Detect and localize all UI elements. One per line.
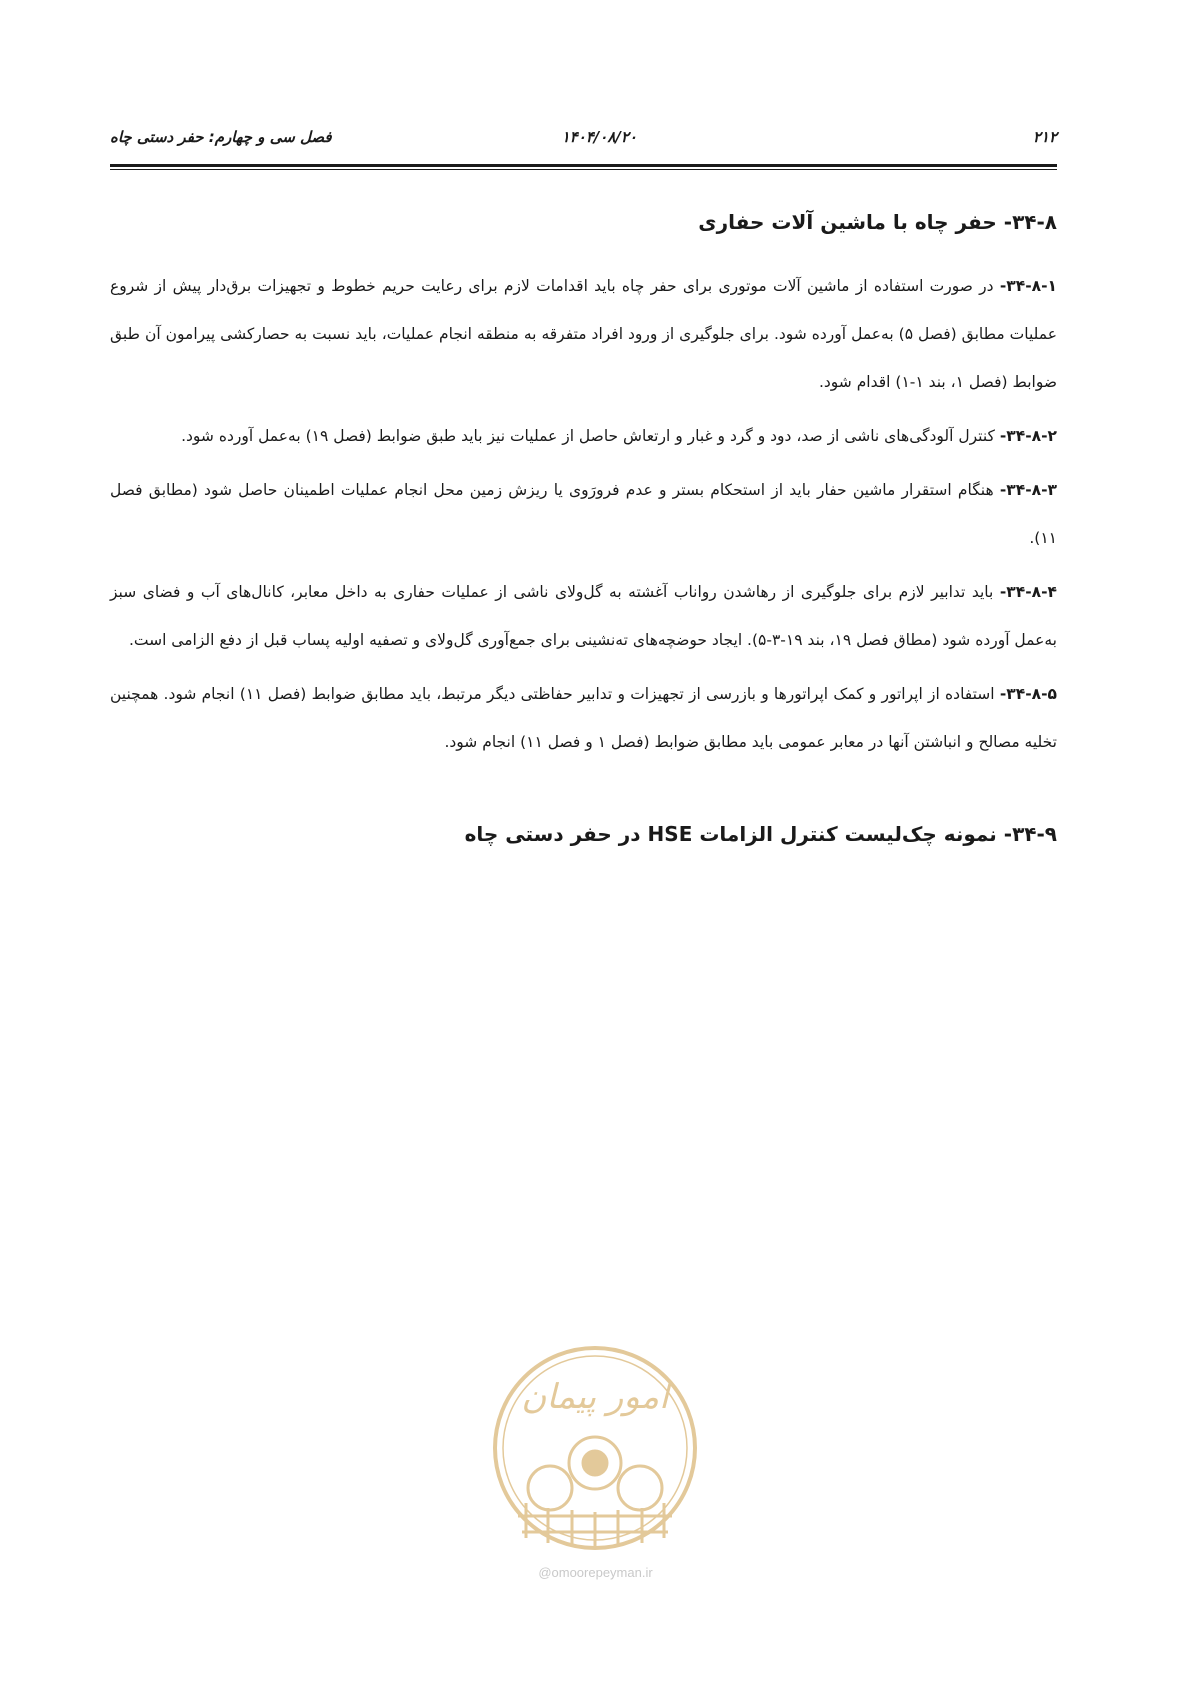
page-header — [110, 128, 1057, 158]
page-body — [110, 210, 1057, 846]
clause-text: باید تدابیر لازم برای جلوگیری از رهاشدن رواناب آغشته به گل‌ولای ناشی از عملیات حفاری به داخل معابر، کانال‌های آب و فضای سبز به‌عمل آورده شود (مطاق فصل ۱۹، بند ۱۹-۳-۵). ایجاد حوضچه‌های ته‌نشینی برای جمع‌آوری گل‌ولای و تصفیه اولیه پساب قبل از دفع الزامی است. — [110, 583, 1057, 649]
header-rule-thick — [110, 164, 1057, 167]
section-heading-34-8: ۳۴-۸- حفر چاه با ماشین آلات حفاری — [698, 210, 1057, 234]
paragraph-34-8-5 — [110, 670, 1057, 766]
watermark-logo — [488, 1338, 703, 1563]
paragraph-34-8-4 — [110, 568, 1057, 664]
paragraph-34-8-1 — [110, 262, 1057, 406]
clause-text: هنگام استقرار ماشین حفار باید از استحکام بستر و عدم فرورَوی یا ریزش زمین محل انجام عملیات اطمینان حاصل شود (مطابق فصل ۱۱). — [110, 481, 1057, 547]
clause-number: ۳۴-۸-۱- — [999, 277, 1057, 295]
clause-number: ۳۴-۸-۴- — [999, 583, 1057, 601]
watermark-logo-text: امور پیمان — [521, 1377, 669, 1417]
section-heading-34-9: ۳۴-۹- نمونه چک‌لیست کنترل الزامات HSE در حفر دستی چاه — [464, 822, 1057, 846]
clause-number: ۳۴-۸-۵- — [999, 685, 1057, 703]
clause-text: کنترل آلودگی‌های ناشی از صد، دود و گرد و غبار و ارتعاش حاصل از عملیات نیز باید طبق ضوابط (فصل ۱۹) به‌عمل آورده شود. — [181, 427, 1000, 445]
paragraph-34-8-3 — [110, 466, 1057, 562]
page-number: ۲۱۲ — [1032, 128, 1057, 146]
header-rule-thin — [110, 169, 1057, 170]
clause-number: ۳۴-۸-۳- — [999, 481, 1057, 499]
header-date: ۱۴۰۴/۰۸/۲۰ — [561, 128, 637, 146]
clause-number: ۳۴-۸-۲- — [999, 427, 1057, 445]
chapter-title: فصل سی و چهارم: حفر دستی چاه — [110, 128, 332, 146]
clause-text: استفاده از اپراتور و کمک اپراتورها و بازرسی از تجهیزات و تدابیر حفاظتی دیگر مرتبط، باید مطابق ضوابط (فصل ۱۱) انجام شود. همچنین تخلیه مصالح و انباشتن آنها در معابر عمومی باید مطابق ضوابط (فصل ۱ و فصل ۱۱) انجام شود. — [110, 685, 1057, 751]
paragraph-34-8-2 — [110, 412, 1057, 460]
watermark-url: @omoorepeyman.ir — [538, 1565, 653, 1580]
clause-text: در صورت استفاده از ماشین آلات موتوری برای حفر چاه باید اقدامات لازم برای رعایت حریم خطوط و تجهیزات برق‌دار پیش از شروع عملیات مطابق (فصل ۵) به‌عمل آورده شود. برای جلوگیری از ورود افراد متفرقه به منطقه انجام عملیات، باید نسبت به حصارکشی پیرامون آن طبق ضوابط (فصل ۱، بند ۱-۱) اقدام شود. — [110, 277, 1057, 391]
